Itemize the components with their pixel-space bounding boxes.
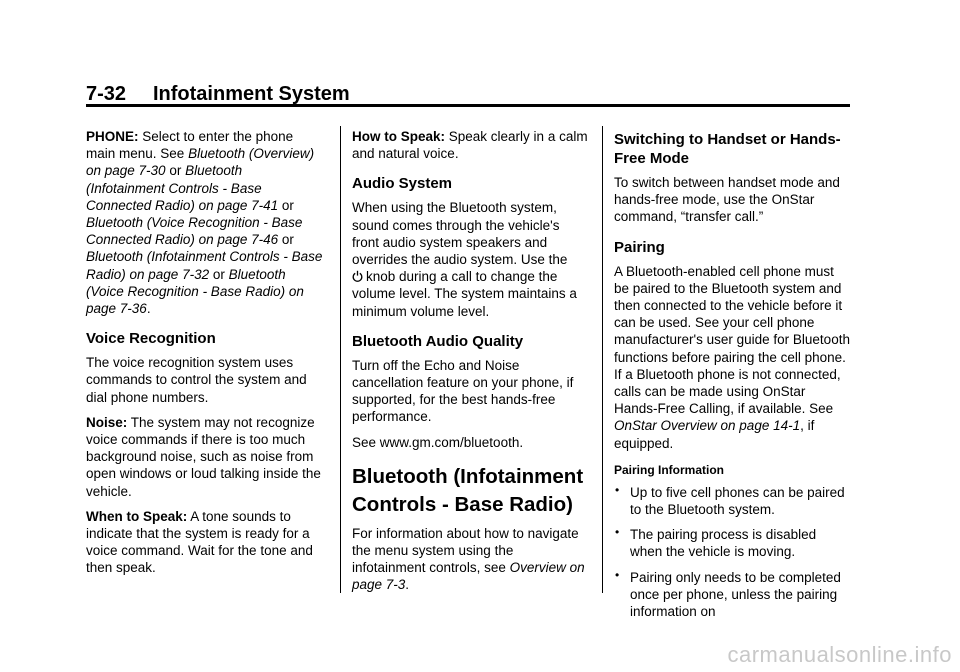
audio-system-heading: Audio System bbox=[352, 175, 453, 193]
pairing-paragraph bbox=[614, 263, 852, 452]
pairing-text: A Bluetooth-enabled cell phone must be paired to the Bluetooth system and then connected to the vehicle before it can be used. See your cell phone manufacturer's user guide for Bluetooth functions before pairing the cell phone. If a Bluetooth phone is not connected, calls can be made using OnStar Hands-Free Calling, if available. See bbox=[614, 263, 850, 417]
pairing-bullets bbox=[614, 484, 852, 620]
switching-paragraph: To switch between handset mode and hands-free mode, use the OnStar command, “transfer call.” bbox=[614, 175, 840, 225]
phone-label: PHONE: bbox=[86, 129, 139, 144]
phone-paragraph bbox=[86, 128, 324, 317]
pairing-info-heading: Pairing Information bbox=[614, 462, 725, 477]
bullet-item: • Pairing only needs to be completed once per phone, unless the pairing information on bbox=[614, 569, 852, 621]
cross-ref-link[interactable]: Bluetooth (Overview) on page 7-30 bbox=[86, 146, 315, 179]
column-divider bbox=[602, 126, 603, 593]
column-right bbox=[614, 128, 852, 628]
phone-text: or bbox=[209, 266, 229, 282]
when-text: A tone sounds to indicate that the system is ready for a voice command. Wait for the tone and then speak. bbox=[86, 508, 313, 576]
noise-paragraph bbox=[86, 414, 324, 500]
quality-paragraph: Turn off the Echo and Noise cancellation feature on your phone, if supported, for the best hands-free performance. bbox=[352, 357, 574, 425]
phone-text: Select to enter the phone main menu. See bbox=[86, 129, 294, 162]
section-text: For information about how to navigate the menu system using the infotainment controls, see bbox=[352, 525, 579, 576]
noise-text: The system may not recognize voice commands if there is too much background noise, such as noise from open windows or loud talking inside the vehicle. bbox=[86, 414, 321, 499]
cross-ref-link[interactable]: OnStar Overview on page 14-1 bbox=[614, 418, 801, 434]
column-middle bbox=[352, 128, 590, 602]
header-rule bbox=[86, 104, 850, 107]
audio-paragraph bbox=[352, 199, 590, 319]
section-text: . bbox=[405, 577, 410, 593]
noise-label: Noise: bbox=[86, 414, 128, 430]
watermark: carmanualsonline.info bbox=[727, 642, 952, 667]
section-heading: Bluetooth (Infotainment Controls - Base Radio) bbox=[352, 464, 584, 516]
column-divider bbox=[340, 126, 341, 593]
cross-ref-link[interactable]: Bluetooth (Voice Recognition - Base Radio) on page 7-36 bbox=[86, 266, 304, 317]
cross-ref-link[interactable]: Bluetooth (Infotainment Controls - Base Connected Radio) on page 7-41 bbox=[86, 163, 279, 213]
bullet-item: • Up to five cell phones can be paired to the Bluetooth system. bbox=[614, 484, 852, 518]
pairing-text: , if equipped. bbox=[614, 418, 815, 451]
phone-text: or bbox=[278, 232, 294, 248]
how-text: Speak clearly in a calm and natural voice. bbox=[352, 129, 588, 162]
audio-quality-heading: Bluetooth Audio Quality bbox=[352, 332, 524, 350]
audio-text: When using the Bluetooth system, sound comes through the vehicle's front audio system speakers and overrides the audio system. Use the bbox=[352, 200, 568, 268]
power-volume-knob-icon bbox=[352, 270, 363, 282]
cross-ref-link[interactable]: Bluetooth (Infotainment Controls - Base Radio) on page 7-32 bbox=[86, 249, 323, 282]
how-label: How to Speak: bbox=[352, 129, 446, 144]
switching-heading: Switching to Handset or Hands-Free Mode bbox=[614, 131, 841, 167]
bullet-item: • The pairing process is disabled when the vehicle is moving. bbox=[614, 526, 852, 560]
cross-ref-link[interactable]: Bluetooth (Voice Recognition - Base Connected Radio) on page 7-46 bbox=[86, 215, 303, 248]
audio-text: knob during a call to change the volume level. The system maintains a minimum volume level. bbox=[352, 269, 577, 319]
see-website-paragraph: See www.gm.com/bluetooth. bbox=[352, 434, 524, 450]
how-paragraph bbox=[352, 128, 590, 162]
pairing-heading: Pairing bbox=[614, 238, 665, 256]
column-left bbox=[86, 128, 324, 585]
cross-ref-link[interactable]: Overview on page 7-3 bbox=[352, 560, 585, 593]
phone-text: . bbox=[146, 301, 151, 317]
page-header bbox=[86, 82, 850, 106]
when-paragraph bbox=[86, 508, 324, 577]
section-paragraph bbox=[352, 525, 590, 594]
voice-intro: The voice recognition system uses commands to control the system and dial phone numbers. bbox=[86, 355, 307, 405]
voice-recognition-heading: Voice Recognition bbox=[86, 330, 216, 348]
phone-text: or bbox=[278, 197, 294, 213]
page-number: 7-32 bbox=[86, 83, 127, 105]
when-label: When to Speak: bbox=[86, 508, 188, 524]
chapter-title: Infotainment System bbox=[153, 83, 350, 105]
phone-text: or bbox=[165, 163, 186, 179]
